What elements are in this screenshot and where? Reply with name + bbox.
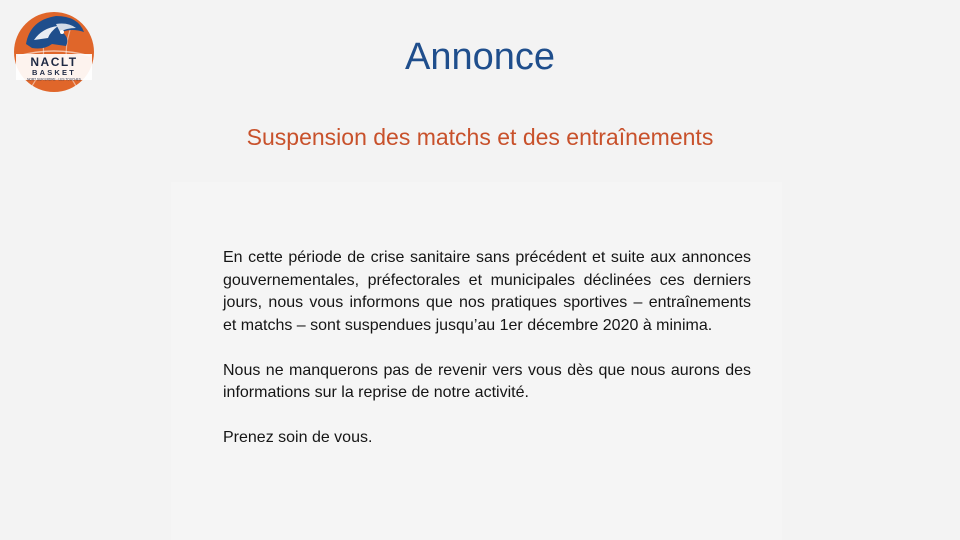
slide-subtitle: Suspension des matchs et des entraînements xyxy=(246,124,714,150)
announcement-paragraph-3: Prenez soin de vous. xyxy=(223,429,373,446)
announcement-paragraph-2: Nous ne manquerons pas de revenir vers vous dès que nous aurons des informations sur la reprise de notre activité. xyxy=(223,361,751,401)
slide-title: Annonce xyxy=(404,36,555,78)
logo-name-text: NACLT xyxy=(30,55,78,69)
announcement-paragraph-1: En cette période de crise sanitaire sans précédent et suite aux annonces gouvernementales, préfectorales et municipales déclinées ces derniers jours, nous vous informons que nos pratiques sportives – entraînements et matchs – sont suspendues jusqu’au 1er décembre 2020 à minima. xyxy=(223,249,751,334)
logo-basket-text: BASKET xyxy=(31,68,77,77)
logo-tagline-text: NORT SUR ERDRE - LES TOUCHES xyxy=(27,77,81,82)
announcement-body xyxy=(223,247,751,450)
